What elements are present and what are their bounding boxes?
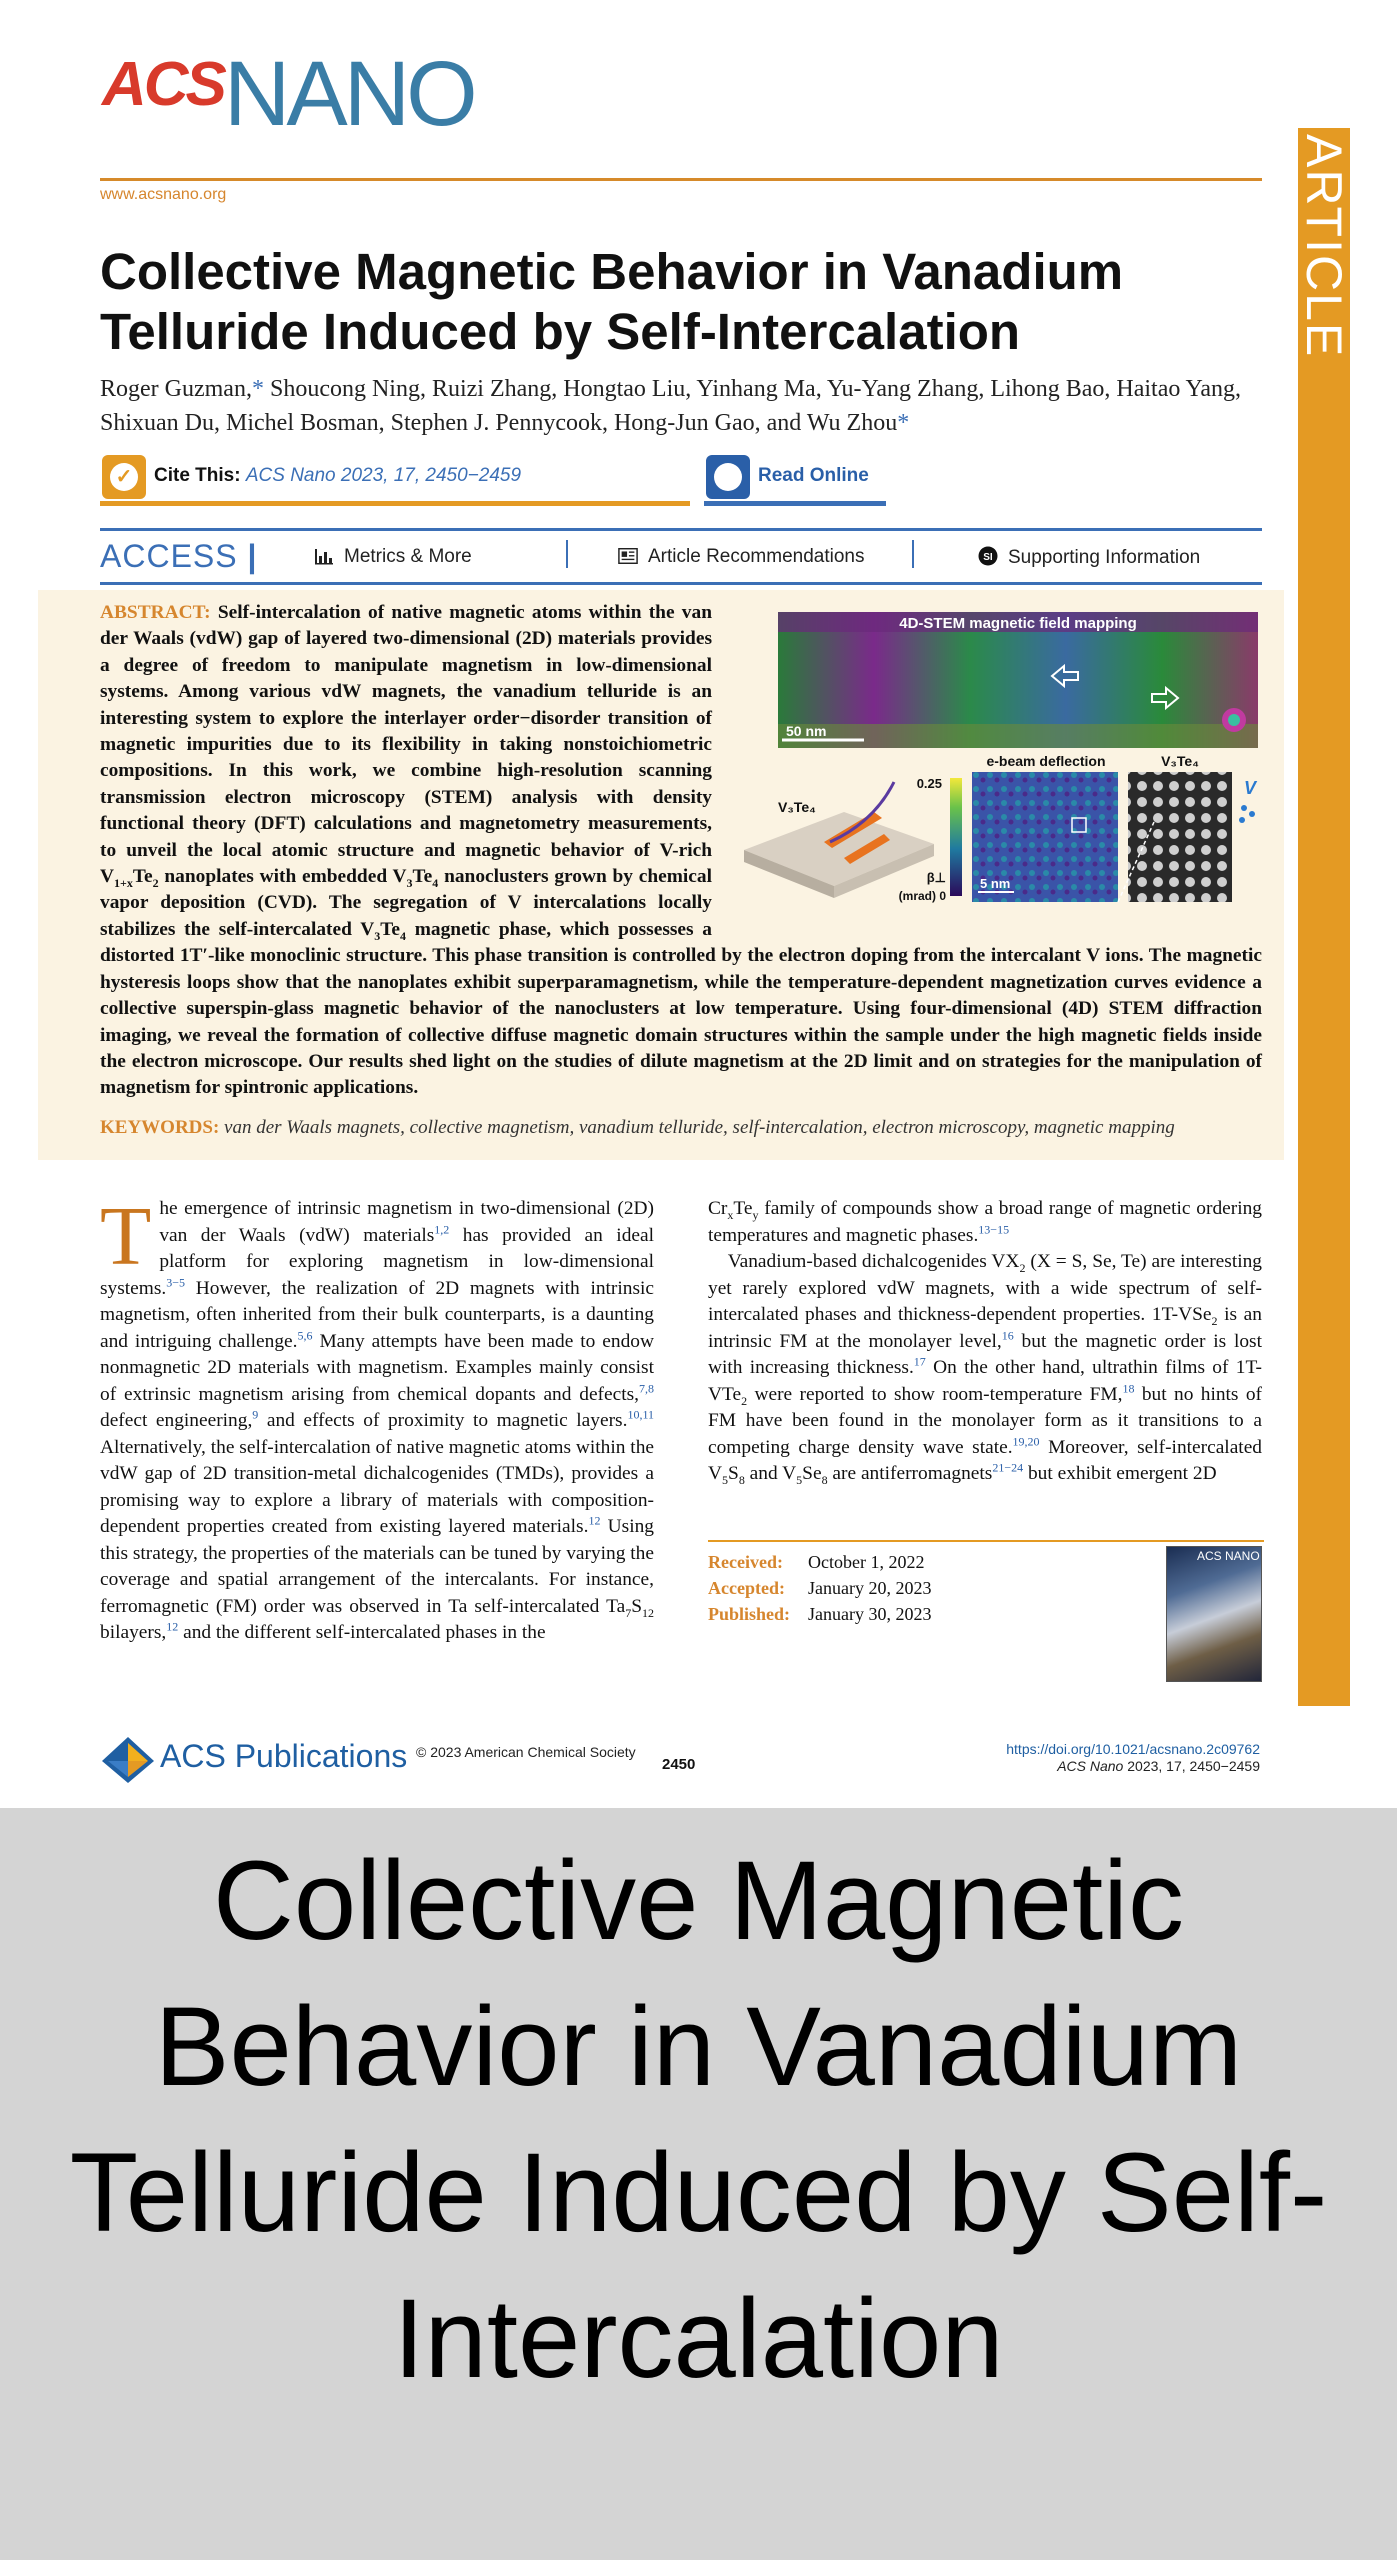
author-name[interactable]: Shixuan Du, [100,410,220,436]
body-column-left [100,1190,654,1647]
mapping-title: 4D-STEM magnetic field mapping [899,615,1137,632]
author-name[interactable]: Lihong Bao, [990,376,1111,402]
access-rule-bottom [100,582,1262,585]
access-divider [566,540,568,568]
accepted-label: Accepted: [708,1578,785,1598]
colorbar-symbol: β⊥ [926,870,946,885]
author-name[interactable]: Hong-Jun Gao, and [613,410,802,436]
published-date: January 30, 2023 [808,1604,932,1624]
author-list [100,372,1270,440]
journal-volume: 2023, 17, 2450−2459 [1123,1758,1260,1774]
author-name[interactable]: Yinhang Ma, [696,376,822,402]
author-name[interactable]: Stephen J. Pennycook, [390,410,608,436]
corresponding-asterisk-icon[interactable]: * [251,376,264,402]
journal-logo [102,43,474,145]
svg-text:SI: SI [983,552,993,563]
published-label: Published: [708,1604,791,1624]
body-text-left: he emergence of intrinsic magnetism in two-dimensional (2D) van der Waals (vdW) materials$^{1,2}$ has provided an ideal platform for exploring magnetism in low-dimensional systems.$^{3-5}$ However, the realization of 2D magnets with intrinsic magnetism, often inherited from their bulk counterparts, is a daunting and intriguing challenge.$^{5,6}$ Many attempts have been made to endow nonmagnetic 2D materials with magnetism. Examples mainly consist of extrinsic magnetism arising from chemical dopants and defects,$^{7,8}$ defect engineering,$^9$ and effects of proximity to magnetic layers.$^{10,11}$ Alternatively, the self-intercalation of native magnetic atoms within the vdW gap of 2D transition-metal dichalcogenides (TMDs), provides a promising way to explore a library of materials with composition-dependent properties created from existing layered materials.$^{12}$ Using this strategy, the properties of the materials can be tuned by varying the coverage and spatial arrangement of the intercalants. For instance, ferromagnetic (FM) order was observed in Ta self-intercalated $Ta_7S_{12}$ bilayers,$^{12}$ and the different self-intercalated phases in the [100,1198,654,1643]
recommendations-link[interactable] [618,546,864,568]
toc-figure [734,602,1262,910]
author-name[interactable]: Shoucong Ning, [269,376,426,402]
toc-graphic [734,602,1262,910]
keywords-label: KEYWORDS: [100,1117,220,1138]
abstract-text: Self-intercalation of native magnetic atoms within the van der Waals (vdW) gap of layered two-dimensional (2D) materials provides a degree of freedom to manipulate magnetism in low-dimensional systems. Among various vdW magnets, the vanadium telluride is an interesting system to explore the interlayer order−disorder transition of magnetic impurities due to its flexibility in taking nonstoichiometric compositions. In this work, we combine high-resolution scanning transmission electron microscopy (STEM) analysis with density functional theory (DFT) calculations and magnetometry measurements, to unveil the local atomic structure and magnetic behavior of V-rich $V_{1+x}Te_2$ nanoplates with embedded $V_3Te_4$ nanoclusters grown by chemical vapor deposition (CVD). The segregation of V intercalations locally stabilizes the self-intercalated $V_3Te_4$ magnetic phase, which possesses a distorted 1T′-like monoclinic structure. This phase transition is controlled by the electron doping from the intercalant V ions. The magnetic hysteresis loops show that the nanoplates exhibit superparamagnetism, while the temperature-dependent magnetization curves evidence a collective superspin-glass magnetic behavior of the nanoclusters at low temperature. Using four-dimensional (4D) STEM diffraction imaging, we reveal the formation of collective diffuse magnetic domain structures within the sample under the high magnetic fields inside the electron microscope. Our results shed light on the studies of dilute magnetism at the 2D limit and on strategies for the manipulation of magnetism for spintronic applications. [100,602,1262,1099]
metrics-link[interactable] [314,546,472,568]
acs-publications-logo: ACS Publications [160,1738,408,1774]
access-divider [912,540,914,568]
received-date: October 1, 2022 [808,1552,925,1572]
doi-link[interactable]: https://doi.org/10.1021/acsnano.2c09762 [1006,1741,1260,1757]
keywords [100,1116,1262,1140]
access-text: ACCESS [100,538,238,574]
access-rule-top [100,528,1262,531]
corresponding-asterisk-icon[interactable]: * [897,410,910,436]
sidebar-label: ARTICLE [1296,134,1352,359]
colorbar-max: 0.25 [916,776,942,791]
dates-rule [708,1540,1264,1542]
globe-icon [706,455,750,499]
article-sidebar [1298,128,1350,1706]
author-name[interactable]: Roger Guzman, [100,376,252,402]
abstract [100,600,1262,1102]
journal-url-link[interactable]: www.acsnano.org [100,186,227,203]
logo-nano: NANO [223,43,474,145]
phase-label: V₃Te₄ [1161,753,1199,769]
check-icon: ✓ [102,455,146,499]
keywords-text: van der Waals magnets, collective magnetism, vanadium telluride, self-intercalation, electron microscopy, magnetic mapping [224,1117,1175,1138]
metrics-label: Metrics & More [344,546,472,567]
caption-title: Collective Magnetic Behavior in Vanadium Telluride Induced by Self-Intercalation [69,1838,1328,2401]
cite-this-button[interactable] [154,465,521,487]
author-name[interactable]: Hongtao Liu, [563,376,692,402]
colorbar-min: (mrad) 0 [898,889,946,903]
cite-reference: ACS Nano 2023, 17, 2450−2459 [245,465,522,486]
journal-name: ACS Nano [1057,1758,1124,1774]
body-column-right [708,1196,1262,1488]
article-icon [618,547,638,565]
author-name[interactable]: Haitao Yang, [1116,376,1242,402]
cite-label: Cite This: [154,465,241,486]
received-label: Received: [708,1552,783,1572]
supporting-info-label: Supporting Information [1008,547,1201,568]
colorbar [950,778,962,896]
logo-acs: ACS [102,50,224,119]
recommendations-label: Article Recommendations [648,546,865,567]
journal-citation [1057,1758,1260,1774]
atomic-image [1128,772,1232,902]
body-text-right: $Cr_xTe_y$ family of compounds show a broad range of magnetic ordering temperatures and magnetic phases.$^{13-15}$ Vanadium-based dichalcogenides $VX_2$ (X = S, Se, Te) are interesting yet rarely explored vdW magnets, with a wide spectrum of self-intercalated phases and thickness-dependent properties. 1T-VSe$_2$ is an intrinsic FM at the monolayer level,$^{16}$ but the magnetic order is lost with increasing thickness.$^{17}$ On the other hand, ultrathin films of 1T-VTe$_2$ were reported to show room-temperature FM,$^{18}$ but no hints of FM have been found in the monolayer form as it transitions to a competing charge density wave state.$^{19,20}$ Moreover, self-intercalated $V_5S_8$ and $V_5Se_8$ are antiferromagnets$^{21-24}$ but exhibit emergent 2D [708,1198,1262,1487]
access-label: ACCESS | [100,538,258,574]
drop-cap: T [100,1190,152,1283]
read-online-button[interactable]: Read Online [758,465,869,486]
accepted-date: January 20, 2023 [808,1578,932,1598]
header-rule [100,178,1262,181]
page-number: 2450 [662,1756,696,1773]
journal-cover-image[interactable] [1166,1546,1262,1682]
scale-bar-top: 50 nm [786,723,827,739]
author-name[interactable]: Yu-Yang Zhang, [826,376,985,402]
author-name[interactable]: Michel Bosman, [226,410,385,436]
bar-chart-icon [314,547,334,565]
sample-label: V₃Te₄ [778,799,816,815]
acs-hexagon-icon [100,1735,156,1785]
scale-bar-bottom: 5 nm [980,876,1011,891]
author-name[interactable]: Wu Zhou [806,410,898,436]
si-icon [978,546,998,566]
abstract-label: ABSTRACT: [100,602,211,623]
author-name[interactable]: Ruizi Zhang, [431,376,558,402]
supporting-info-link[interactable] [978,546,1200,569]
v-ion-label: V [1244,778,1257,798]
article-title: Collective Magnetic Behavior in Vanadium Telluride Induced by Self-Intercalation [100,243,1124,360]
copyright: © 2023 American Chemical Society [416,1744,636,1760]
sample-diagram [744,812,934,886]
cover-title: ACS NANO [1197,1549,1260,1563]
deflection-title: e-beam deflection [986,753,1106,769]
